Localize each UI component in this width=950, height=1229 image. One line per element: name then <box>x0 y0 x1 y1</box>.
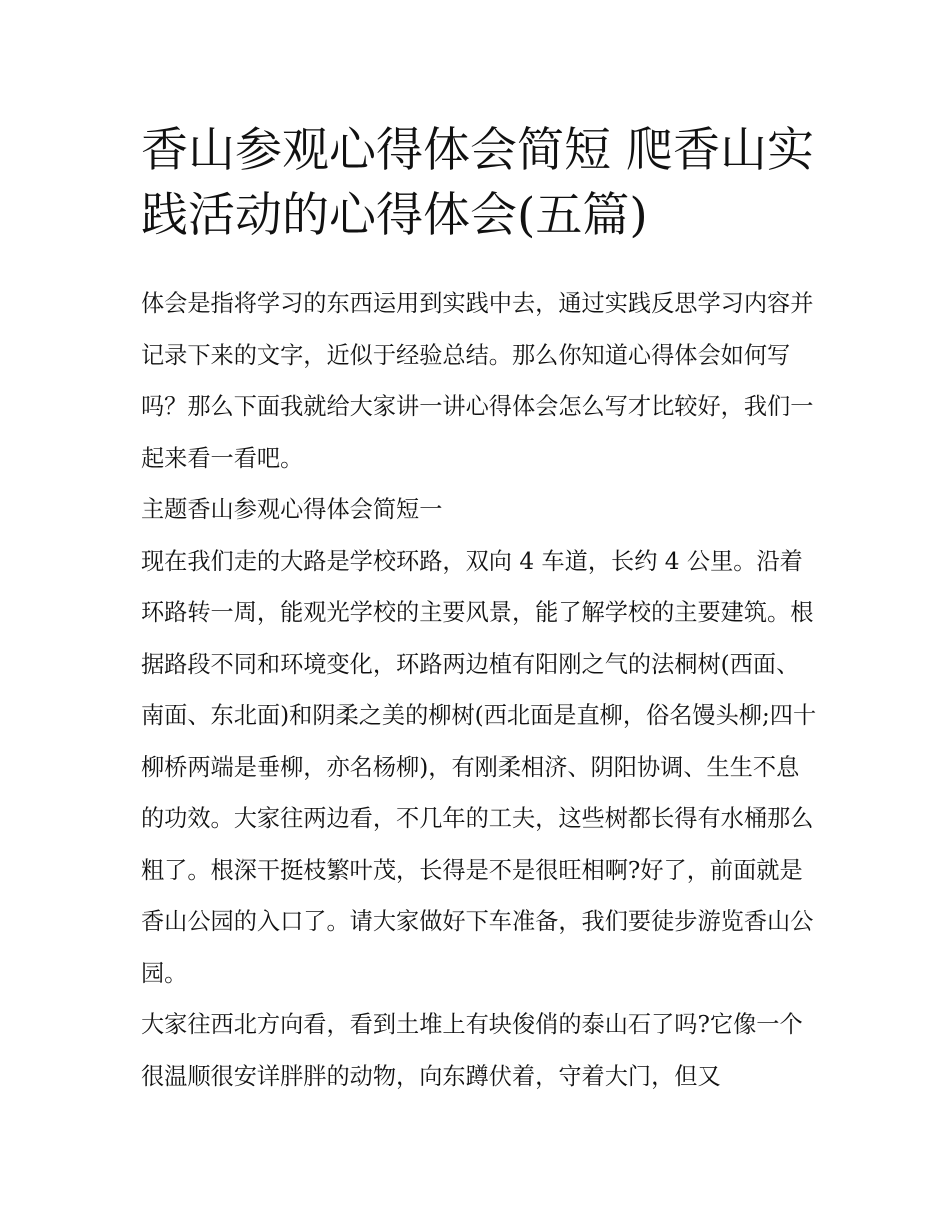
document-title: 香山参观心得体会简短 爬香山实践活动的心得体会(五篇) <box>141 123 814 243</box>
body-paragraph: 现在我们走的大路是学校环路，双向 4 车道，长约 4 公里。沿着环路转一周，能观光学校的主要风景，能了解学校的主要建筑。根据路段不同和环境变化，环路两边植有阳刚之气的法桐树(西面、南面、东北面)和阴柔之美的柳树(西北面是直柳，俗名馒头柳;四十柳桥两端是垂柳，亦名杨柳)，有刚柔相济、阴阳协调、生生不息的功效。大家往两边看，不几年的工夫，这些树都长得有水桶那么粗了。根深干挺枝繁叶茂，长得是不是很旺相啊?好了，前面就是香山公园的入口了。请大家做好下车准备，我们要徒步游览香山公园。 <box>141 547 817 987</box>
intro-paragraph: 体会是指将学习的东西运用到实践中去，通过实践反思学习内容并记录下来的文字，近似于经验总结。那么你知道心得体会如何写吗？那么下面我就给大家讲一讲心得体会怎么写才比较好，我们一起来看一看吧。 <box>141 290 814 472</box>
section-heading: 主题香山参观心得体会简短一 <box>141 496 443 523</box>
document-body <box>141 278 821 1102</box>
body-paragraph: 大家往西北方向看，看到土堆上有块俊俏的泰山石了吗?它像一个很温顺很安详胖胖的动物，向东蹲伏着，守着大门，但又 <box>141 1011 803 1090</box>
